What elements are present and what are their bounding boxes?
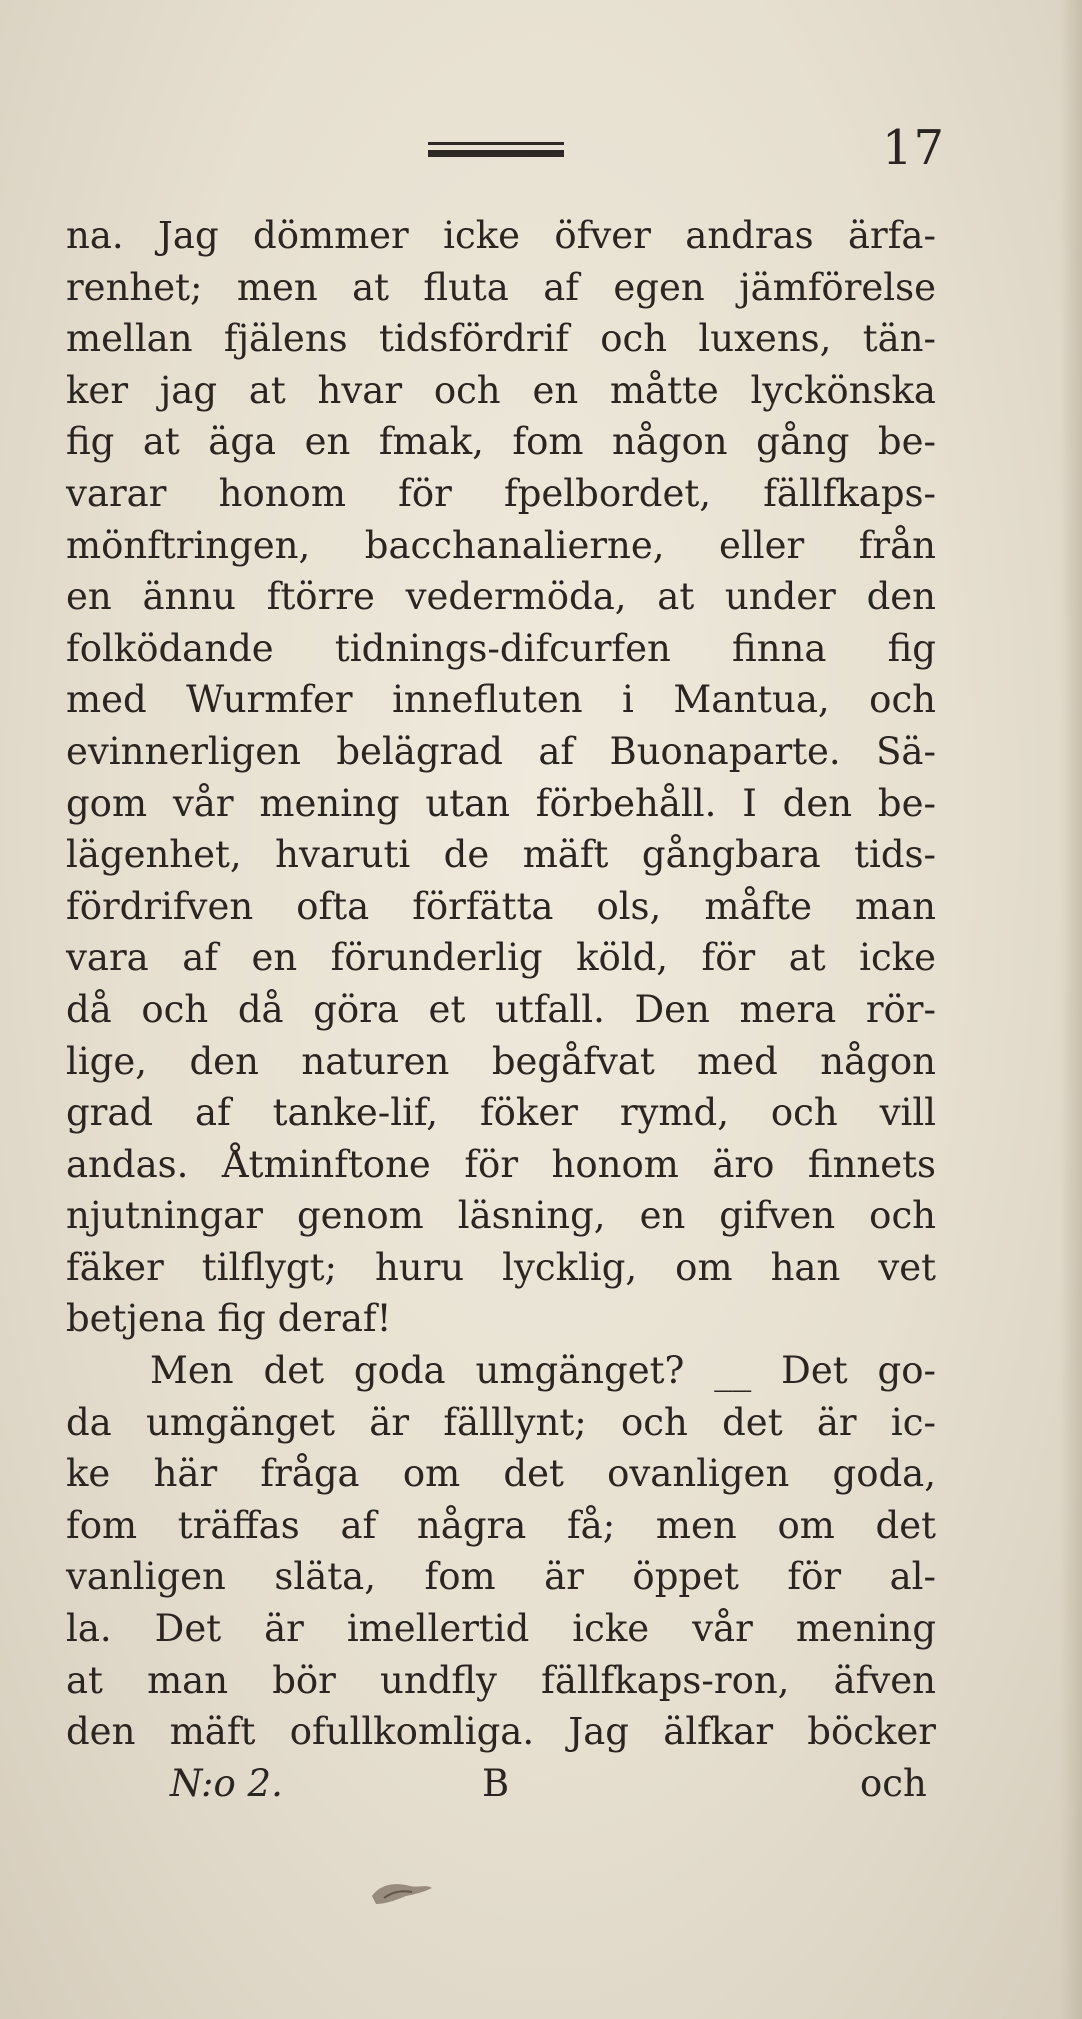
text-line: fig at äga en fmak, fom någon gång be- [66,420,936,464]
text-line: vara af en förunderlig köld, för at icke [66,936,936,980]
text-line: da umgänget är fälllynt; och det är ic- [66,1400,936,1444]
signature-number: N:o 2. [170,1761,283,1805]
text-line: mönftringen, bacchanalierne, eller från [66,523,936,567]
signature-line [66,1758,936,1810]
text-line: ker jag at hvar och en måtte lyckönska [66,368,936,412]
header-rule-thin [428,142,564,145]
text-line: evinnerligen belägrad af Buonaparte. Sä- [66,729,936,773]
text-line: med Wurmfer innefluten i Mantua, och [66,678,936,722]
text-line: at man bör undfly fällfkaps-ron, äfven [66,1658,936,1702]
text-line: fördrifven ofta förfätta ols, måfte man [66,884,936,928]
text-line: fom träffas af några få; men om det [66,1503,936,1547]
text-line: mellan fjälens tidsfördrif och luxens, tän- [66,317,936,361]
text-line: andas. Åtminftone för honom äro finnets [66,1142,936,1186]
text-line: na. Jag dömmer icke öfver andras ärfa- [66,214,936,257]
catchword: och [860,1761,927,1805]
text-line: då och då göra et utfall. Den mera rör- [66,987,936,1031]
text-line: folködande tidnings-difcurfen finna fig [66,626,936,670]
text-line: Men det goda umgänget? __ Det go- [150,1349,936,1393]
text-line: en ännu ftörre vedermöda, at under den [66,575,936,619]
text-line: lige, den naturen begåfvat med någon [66,1039,936,1083]
text-line: lägenhet, hvaruti de mäft gångbara tids- [66,833,936,877]
text-line: grad af tanke-lif, föker rymd, och vill [66,1091,936,1135]
text-line: fäker tilflygt; huru lycklig, om han vet [66,1245,936,1289]
text-line: gom vår mening utan förbehåll. I den be- [66,781,936,825]
text-line: la. Det är imellertid icke vår mening [66,1607,936,1651]
signature-letter: B [482,1761,510,1805]
page-number: 17 [882,120,946,176]
header-rule-thick [428,150,564,157]
body-text [66,210,936,1809]
text-line: betjena fig deraf! [66,1297,392,1341]
text-line: njutningar genom läsning, en gifven och [66,1194,936,1238]
text-line: varar honom för fpelbordet, fällfkaps- [66,471,936,515]
text-line: ke här fråga om det ovanligen goda, [66,1452,936,1496]
text-line: vanligen släta, fom är öppet för al- [66,1555,936,1599]
header-rule [428,142,564,158]
text-line: renhet; men at fluta af egen jämförelse [66,265,936,309]
text-line: den mäft ofullkomliga. Jag älfkar böcker [66,1710,936,1754]
ink-blot-icon [366,1874,436,1914]
page-edge-shadow [1060,0,1082,2019]
